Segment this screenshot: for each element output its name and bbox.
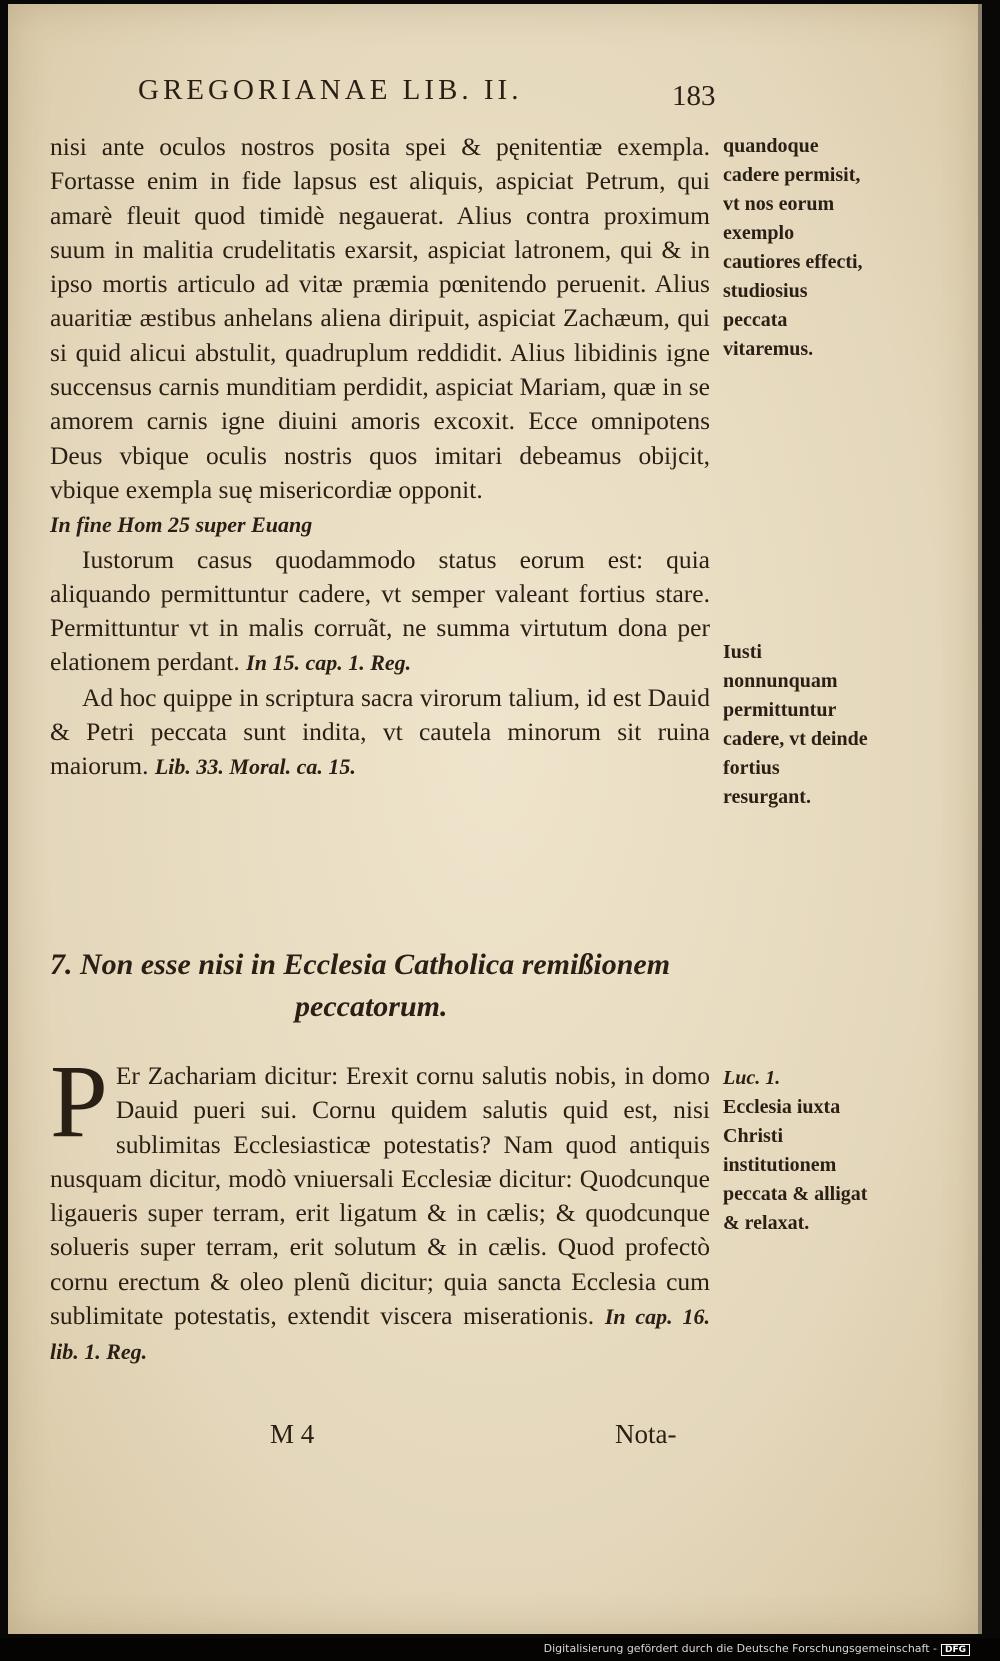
- section-heading: [50, 944, 720, 1028]
- section-body-text: Er Zachariam dicitur: Erexit cornu salutis nobis, in domo Dauid pueri sui. Cornu quidem salutis quid est, nisi sublimitas Ecclesiasticæ potestatis? Nam quod antiquis nusquam dicitur, modò vniuersali Ecclesiæ dicitur: Quodcunque ligaueris super terram, erit ligatum & in cælis; & quodcunque solueris super terram, erit solutum & in cælis. Quod profectò cornu erectum & oleo plenũ dicitur; quia sancta Ecclesia cum sublimitate potestatis, extendit viscera miserationis.: [50, 1061, 710, 1331]
- paragraph-2: [50, 543, 710, 681]
- dfg-logo: DFG: [941, 1644, 970, 1656]
- digitization-notice: [544, 1642, 970, 1656]
- paragraph-3-reference: Lib. 33. Moral. ca. 15.: [154, 754, 356, 780]
- margin-note-3: [723, 1064, 868, 1238]
- book-page: [8, 4, 982, 1634]
- paragraph-1-reference: In fine Hom 25 super Euang: [50, 512, 313, 538]
- main-text-column: [50, 130, 710, 785]
- digitization-footer: [0, 1638, 1000, 1661]
- signature-mark: M 4: [270, 1419, 315, 1449]
- paragraph-1-text: nisi ante oculos nostros posita spei & pęnitentiæ exempla. Fortasse enim in fide lapsus est aliquis, aspiciat Petrum, qui amarè fleuit quod timidè negauerat. Alius contra proximum suum in malitia crudelitatis exarsit, aspiciat latronem, qui & in ipso mortis articulo ad vitæ præmia pœnitendo peruenit. Alius auaritiæ æstibus anhelans aliena diripuit, aspiciat Zachæum, qui si quid alicui abstulit, quadruplum reddidit. Alius libidinis igne succensus carnis munditiam perdidit, aspiciat Mariam, quæ in se amorem carnis igne diuini amoris excoxit. Ecce omnipotens Deus vbique oculis nostris quos imitari debeamus obijcit, vbique exempla suę misericordiæ opponit.: [50, 132, 710, 504]
- paragraph-1: [50, 130, 710, 543]
- paragraph-2-reference: In 15. cap. 1. Reg.: [246, 650, 412, 676]
- paragraph-3-text: Ad hoc quippe in scriptura sacra virorum talium, id est Dauid & Petri peccata sunt indita, vt cautela minorum sit ruina maiorum.: [50, 682, 710, 781]
- margin-note-1: quandoque cadere permisit, vt nos eorum exemplo cautiores effecti, studiosius peccata vitaremus.: [723, 135, 863, 360]
- paragraph-2-text: Iustorum casus quodammodo status eorum est: quia aliquando permittuntur cadere, vt semper valeant fortius stare. Permittuntur vt in malis corruãt, ne summa virtutum dona per elationem perdant.: [50, 544, 710, 677]
- margin-note-2: Iusti nonnunquam permittuntur cadere, vt deinde fortius resurgant.: [723, 641, 868, 808]
- margin-note-3-citation: Luc. 1.: [723, 1067, 781, 1089]
- margin-note-3-text: Ecclesia iuxta Christi institutionem peccata & alligat & relaxat.: [723, 1096, 868, 1234]
- section-reference: In cap. 16. lib. 1. Reg.: [50, 1304, 710, 1365]
- section-heading-line-2: peccatorum.: [295, 990, 448, 1023]
- catchword: Nota-: [615, 1419, 677, 1449]
- running-title: GREGORIANAE LIB. II.: [138, 74, 523, 106]
- section-heading-line-1: 7. Non esse nisi in Ecclesia Catholica remißionem: [50, 948, 671, 981]
- section-body: [50, 1044, 710, 1370]
- page-number: 183: [672, 80, 716, 112]
- digitization-notice-text: Digitalisierung gefördert durch die Deutsche Forschungsgemeinschaft -: [543, 1642, 937, 1655]
- drop-cap: P: [50, 1044, 108, 1159]
- paragraph-3: [50, 681, 710, 785]
